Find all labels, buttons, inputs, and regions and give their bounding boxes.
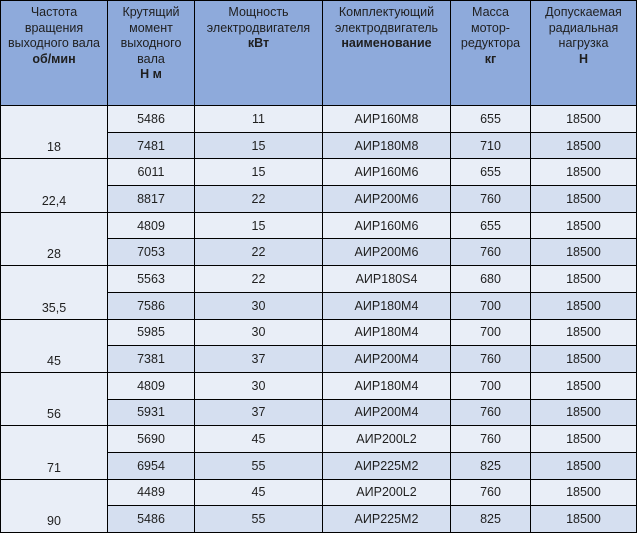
rpm-cell bbox=[1, 426, 108, 479]
motor-cell: АИР180М4 bbox=[323, 372, 451, 399]
header-rpm bbox=[1, 1, 108, 106]
motor-cell: АИР200М4 bbox=[323, 399, 451, 426]
motor-cell: АИР225М2 bbox=[323, 506, 451, 533]
torque-cell: 7481 bbox=[108, 132, 195, 159]
load-cell: 18500 bbox=[531, 426, 637, 453]
header-motor-label: Комплектующий электродвигатель bbox=[334, 5, 439, 35]
torque-cell: 5931 bbox=[108, 399, 195, 426]
torque-cell: 8817 bbox=[108, 186, 195, 213]
table-row bbox=[1, 212, 637, 239]
load-cell: 18500 bbox=[531, 159, 637, 186]
header-rpm-unit: об/мин bbox=[32, 51, 76, 66]
motor-cell: АИР200L2 bbox=[323, 426, 451, 453]
rpm-value: 56 bbox=[47, 407, 61, 422]
rpm-value: 18 bbox=[47, 140, 61, 155]
table-body bbox=[1, 106, 637, 533]
header-mass-unit: кг bbox=[484, 51, 497, 66]
mass-cell: 655 bbox=[451, 212, 531, 239]
header-load-label: Допускаемая радиальная нагрузка bbox=[545, 5, 622, 50]
motor-cell: АИР160М6 bbox=[323, 159, 451, 186]
mass-cell: 680 bbox=[451, 266, 531, 293]
rpm-value: 71 bbox=[47, 460, 61, 475]
mass-cell: 655 bbox=[451, 106, 531, 133]
header-motor bbox=[323, 1, 451, 106]
power-cell: 45 bbox=[195, 426, 323, 453]
mass-cell: 710 bbox=[451, 132, 531, 159]
motor-cell: АИР180S4 bbox=[323, 266, 451, 293]
torque-cell: 4809 bbox=[108, 372, 195, 399]
torque-cell: 7586 bbox=[108, 292, 195, 319]
rpm-cell bbox=[1, 106, 108, 159]
header-motor-unit: наименование bbox=[341, 36, 432, 50]
power-cell: 37 bbox=[195, 399, 323, 426]
header-power-label: Мощность электродвигателя bbox=[206, 5, 311, 35]
power-cell: 30 bbox=[195, 319, 323, 346]
rpm-cell bbox=[1, 319, 108, 372]
torque-cell: 5486 bbox=[108, 506, 195, 533]
torque-cell: 6011 bbox=[108, 159, 195, 186]
torque-cell: 7381 bbox=[108, 346, 195, 373]
torque-cell: 5563 bbox=[108, 266, 195, 293]
load-cell: 18500 bbox=[531, 212, 637, 239]
power-cell: 15 bbox=[195, 212, 323, 239]
motor-cell: АИР200М6 bbox=[323, 239, 451, 266]
header-mass-label: Масса мотор-редуктора bbox=[460, 5, 521, 50]
motor-cell: АИР200М6 bbox=[323, 186, 451, 213]
load-cell: 18500 bbox=[531, 399, 637, 426]
table-row bbox=[1, 266, 637, 293]
header-rpm-label: Частота вращения выходного вала bbox=[8, 5, 100, 50]
mass-cell: 700 bbox=[451, 319, 531, 346]
mass-cell: 700 bbox=[451, 372, 531, 399]
load-cell: 18500 bbox=[531, 506, 637, 533]
mass-cell: 760 bbox=[451, 346, 531, 373]
mass-cell: 825 bbox=[451, 506, 531, 533]
rpm-value: 45 bbox=[47, 353, 61, 368]
load-cell: 18500 bbox=[531, 346, 637, 373]
rpm-cell bbox=[1, 372, 108, 425]
power-cell: 55 bbox=[195, 452, 323, 479]
table-row bbox=[1, 159, 637, 186]
power-cell: 15 bbox=[195, 132, 323, 159]
header-load-unit: Н bbox=[578, 51, 589, 66]
torque-cell: 7053 bbox=[108, 239, 195, 266]
load-cell: 18500 bbox=[531, 372, 637, 399]
motor-cell: АИР200М4 bbox=[323, 346, 451, 373]
load-cell: 18500 bbox=[531, 452, 637, 479]
rpm-cell bbox=[1, 266, 108, 319]
rpm-value: 28 bbox=[47, 247, 61, 262]
mass-cell: 825 bbox=[451, 452, 531, 479]
mass-cell: 655 bbox=[451, 159, 531, 186]
load-cell: 18500 bbox=[531, 319, 637, 346]
power-cell: 45 bbox=[195, 479, 323, 506]
mass-cell: 760 bbox=[451, 186, 531, 213]
motor-cell: АИР180М4 bbox=[323, 319, 451, 346]
power-cell: 37 bbox=[195, 346, 323, 373]
mass-cell: 760 bbox=[451, 479, 531, 506]
header-torque-label: Крутящий момент выходного вала bbox=[120, 5, 182, 66]
mass-cell: 760 bbox=[451, 399, 531, 426]
table-row bbox=[1, 479, 637, 506]
power-cell: 11 bbox=[195, 106, 323, 133]
rpm-value: 90 bbox=[47, 514, 61, 528]
load-cell: 18500 bbox=[531, 239, 637, 266]
motor-cell: АИР160М8 bbox=[323, 106, 451, 133]
torque-cell: 6954 bbox=[108, 452, 195, 479]
power-cell: 22 bbox=[195, 239, 323, 266]
power-cell: 55 bbox=[195, 506, 323, 533]
load-cell: 18500 bbox=[531, 292, 637, 319]
rpm-cell bbox=[1, 212, 108, 265]
power-cell: 30 bbox=[195, 292, 323, 319]
torque-cell: 5690 bbox=[108, 426, 195, 453]
mass-cell: 700 bbox=[451, 292, 531, 319]
table-row bbox=[1, 106, 637, 133]
rpm-value: 35,5 bbox=[41, 300, 67, 315]
header-row bbox=[1, 1, 637, 106]
header-mass bbox=[451, 1, 531, 106]
torque-cell: 4489 bbox=[108, 479, 195, 506]
header-torque-unit: Н м bbox=[140, 67, 162, 81]
mass-cell: 760 bbox=[451, 426, 531, 453]
table-row bbox=[1, 426, 637, 453]
motor-cell: АИР200L2 bbox=[323, 479, 451, 506]
load-cell: 18500 bbox=[531, 266, 637, 293]
motor-cell: АИР180М4 bbox=[323, 292, 451, 319]
header-torque bbox=[108, 1, 195, 106]
header-power bbox=[195, 1, 323, 106]
load-cell: 18500 bbox=[531, 186, 637, 213]
motor-cell: АИР160М6 bbox=[323, 212, 451, 239]
torque-cell: 4809 bbox=[108, 212, 195, 239]
rpm-cell bbox=[1, 159, 108, 212]
table-row bbox=[1, 319, 637, 346]
motor-cell: АИР225М2 bbox=[323, 452, 451, 479]
power-cell: 15 bbox=[195, 159, 323, 186]
motor-cell: АИР180М8 bbox=[323, 132, 451, 159]
load-cell: 18500 bbox=[531, 479, 637, 506]
power-cell: 22 bbox=[195, 266, 323, 293]
header-load bbox=[531, 1, 637, 106]
table-row bbox=[1, 372, 637, 399]
load-cell: 18500 bbox=[531, 106, 637, 133]
torque-cell: 5486 bbox=[108, 106, 195, 133]
header-power-unit: кВт bbox=[247, 36, 270, 50]
rpm-value: 22,4 bbox=[41, 193, 67, 208]
load-cell: 18500 bbox=[531, 132, 637, 159]
power-cell: 30 bbox=[195, 372, 323, 399]
torque-cell: 5985 bbox=[108, 319, 195, 346]
rpm-cell bbox=[1, 479, 108, 532]
power-cell: 22 bbox=[195, 186, 323, 213]
mass-cell: 760 bbox=[451, 239, 531, 266]
